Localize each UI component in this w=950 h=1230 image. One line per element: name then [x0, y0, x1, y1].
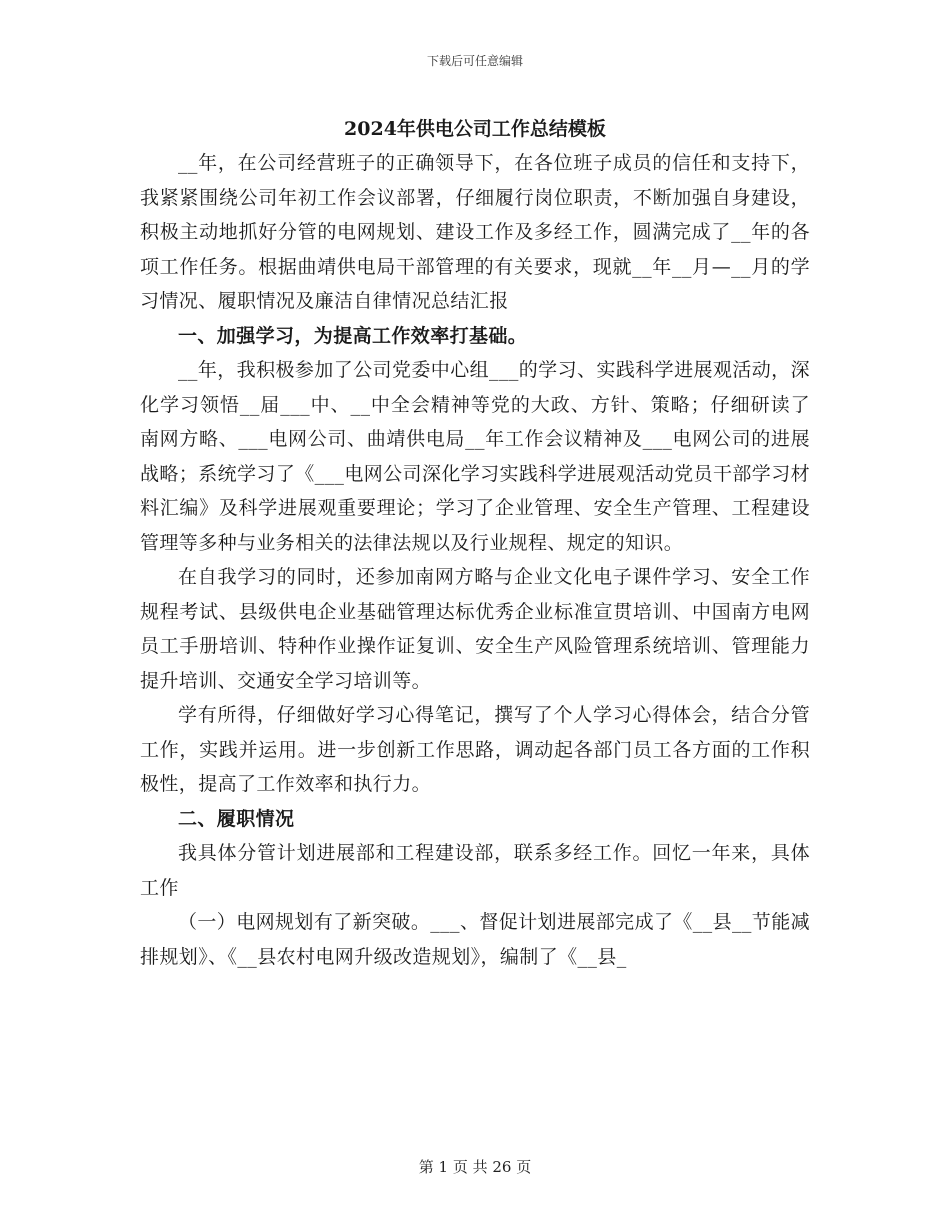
paragraph-learning-result: 学有所得，仔细做好学习心得笔记，撰写了个人学习心得体会，结合分管工作，实践并运用。进一步创新工作思路，调动起各部门员工各方面的工作积极性，提高了工作效率和执行力。: [140, 704, 810, 795]
document-body: [140, 112, 810, 974]
document-title: 2024年供电公司工作总结模板: [344, 118, 606, 140]
paragraph-study: __年，我积极参加了公司党委中心组___的学习、实践科学进展观活动，深化学习领悟__届___中、__中全会精神等党的大政、方针、策略；仔细研读了南网方略、___电网公司、曲靖供电局__年工作会议精神及___电网公司的进展战略；系统学习了《___电网公司深化学习实践科学进展观活动党员干部学习材料汇编》及科学进展观重要理论；学习了企业管理、安全生产管理、工程建设管理等多种与业务相关的法律法规以及行业规程、规定的知识。: [140, 359, 810, 554]
section-heading-duties: 二、履职情况: [178, 807, 295, 830]
paragraph-intro: __年，在公司经营班子的正确领导下，在各位班子成员的信任和支持下，我紧紧围绕公司年初工作会议部署，仔细履行岗位职责，不断加强自身建设，积极主动地抓好分管的电网规划、建设工作及多经工作，圆满完成了__年的各项工作任务。根据曲靖供电局干部管理的有关要求，现就__年__月—__月的学习情况、履职情况及廉洁自律情况总结汇报: [140, 152, 810, 312]
paragraph-duties: 我具体分管计划进展部和工程建设部，联系多经工作。回忆一年来，具体工作: [140, 842, 810, 899]
section-heading-study: 一、加强学习，为提高工作效率打基础。: [178, 324, 528, 347]
paragraph-grid-planning: （一）电网规划有了新突破。___、督促计划进展部完成了《__县__节能减排规划》、《__县农村电网升级改造规划》，编制了《__县_: [140, 911, 810, 968]
page-number: 第 1 页 共 26 页: [418, 1158, 532, 1176]
download-note: 下载后可任意编辑: [426, 54, 523, 68]
paragraph-training: 在自我学习的同时，还参加南网方略与企业文化电子课件学习、安全工作规程考试、县级供电企业基础管理达标优秀企业标准宣贯培训、中国南方电网员工手册培训、特种作业操作证复训、安全生产风险管理系统培训、管理能力提升培训、交通安全学习培训等。: [140, 566, 810, 692]
